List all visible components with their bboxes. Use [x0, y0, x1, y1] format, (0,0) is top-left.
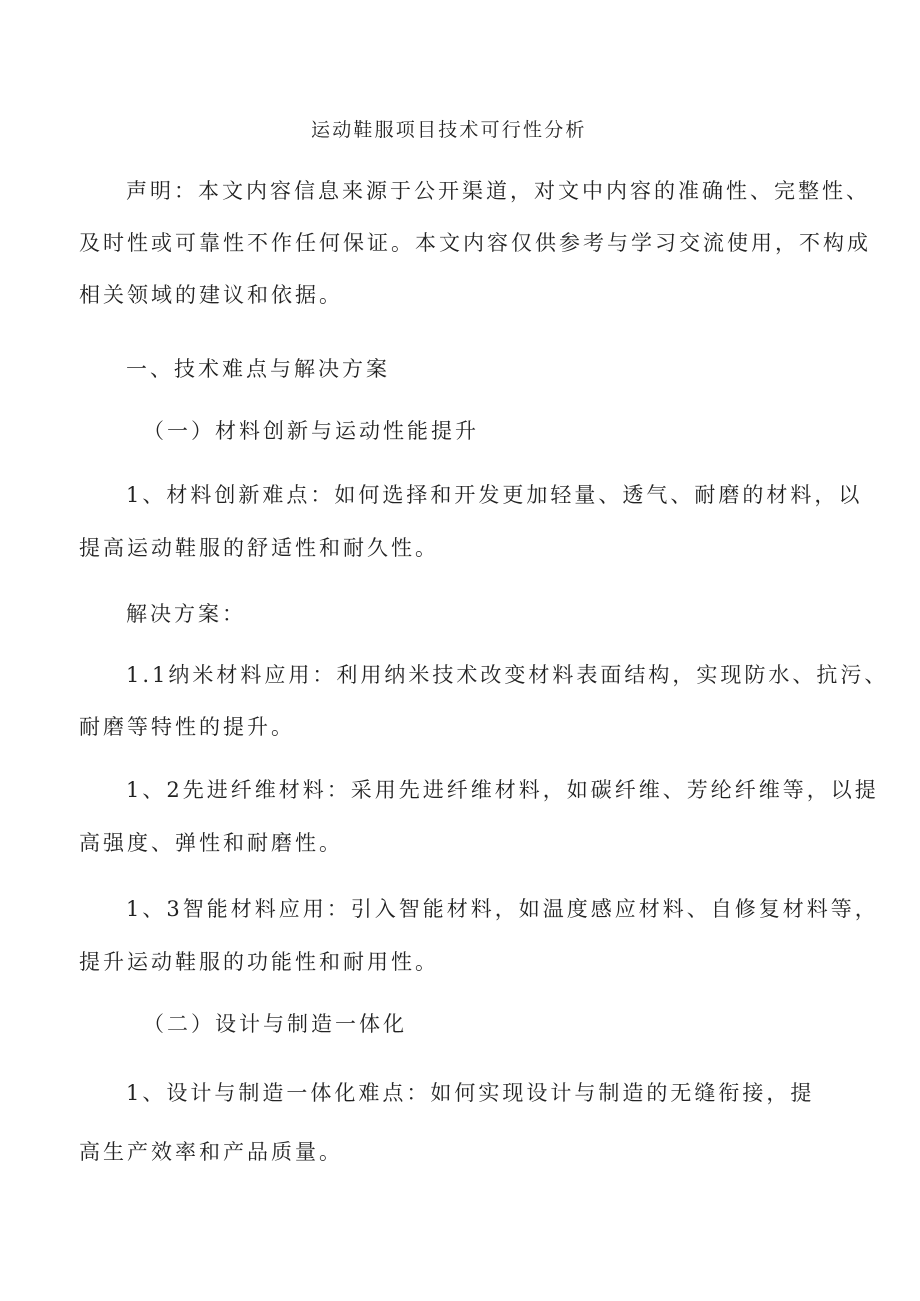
- paragraph-line: 1.1纳米材料应用：利用纳米技术改变材料表面结构，实现防水、抗污、: [126, 663, 889, 687]
- document-title: 运动鞋服项目技术可行性分析: [311, 119, 587, 141]
- disclaimer-line: 声明：本文内容信息来源于公开渠道，对文中内容的准确性、完整性、: [126, 179, 870, 203]
- subsection-heading: （二）设计与制造一体化: [143, 1012, 407, 1036]
- paragraph-line: 提高运动鞋服的舒适性和耐久性。: [79, 536, 439, 560]
- paragraph-line: 高强度、弹性和耐磨性。: [79, 831, 343, 855]
- solution-label: 解决方案：: [126, 602, 246, 626]
- disclaimer-line: 及时性或可靠性不作任何保证。本文内容仅供参考与学习交流使用，不构成: [79, 231, 871, 255]
- paragraph-line: 1、3智能材料应用：引入智能材料，如温度感应材料、自修复材料等，: [126, 897, 879, 921]
- disclaimer-line: 相关领域的建议和依据。: [79, 283, 343, 307]
- subsection-heading: （一）材料创新与运动性能提升: [143, 419, 479, 443]
- paragraph-line: 提升运动鞋服的功能性和耐用性。: [79, 950, 439, 974]
- paragraph-line: 1、材料创新难点：如何选择和开发更加轻量、透气、耐磨的材料，以: [126, 483, 863, 507]
- paragraph-line: 1、2先进纤维材料：采用先进纤维材料，如碳纤维、芳纶纤维等，以提: [126, 778, 879, 802]
- paragraph-line: 1、设计与制造一体化难点：如何实现设计与制造的无缝衔接，提: [126, 1081, 815, 1105]
- paragraph-line: 耐磨等特性的提升。: [79, 715, 295, 739]
- paragraph-line: 高生产效率和产品质量。: [79, 1140, 343, 1164]
- section-heading: 一、技术难点与解决方案: [126, 357, 390, 381]
